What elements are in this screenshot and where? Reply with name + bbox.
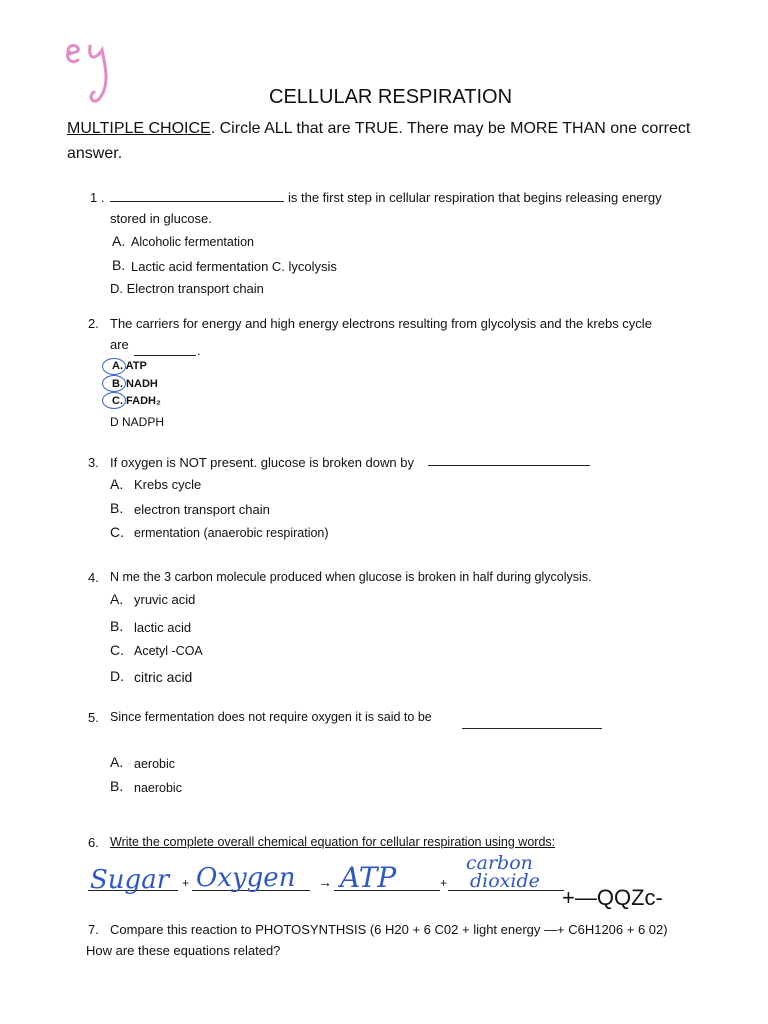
q7-text: Compare this reaction to PHOTOSYNTHSIS (6 H20 + 6 C02 + light energy —+ C6H1206 + 6 02) (110, 922, 668, 937)
q2-circle-c (102, 392, 126, 409)
q2-option-b: B. NADH (112, 378, 158, 390)
instructions-text: . Circle ALL that are TRUE. There may be MORE THAN one correct (210, 120, 691, 137)
q4-text: N me the 3 carbon molecule produced when glucose is broken in half during glycolysis. (110, 570, 592, 584)
q6-answer-oxygen: Oxygen (196, 863, 296, 893)
q6-answer-atp: ATP (340, 861, 397, 894)
q5-text: Since fermentation does not require oxygen it is said to be (110, 710, 432, 724)
q2-blank[interactable] (134, 345, 196, 356)
q3-number: 3. (88, 455, 99, 470)
q2-circle-a (102, 358, 126, 375)
q3-c-letter: C. (110, 524, 124, 540)
q6-answer-sugar: Sugar (90, 865, 170, 895)
q6-text: Write the complete overall chemical equation for cellular respiration using words: (110, 835, 556, 849)
q1-d-text: D. Electron transport chain (110, 281, 264, 296)
q3-a-text: Krebs cycle (134, 477, 202, 492)
q6-plus-1: + (182, 876, 190, 890)
q5-number: 5. (88, 710, 99, 725)
q4-c-text: Acetyl -COA (134, 644, 203, 658)
q3-blank[interactable] (428, 453, 590, 466)
q6-plus-2: + (440, 876, 448, 890)
q5-a-text: aerobic (134, 757, 175, 771)
q4-a-text: yruvic acid (134, 592, 196, 607)
q6-number: 6. (88, 835, 99, 850)
q7-number: 7. (88, 922, 99, 937)
q2-option-d: D NADPH (110, 415, 165, 429)
q2-pasted-options (110, 358, 196, 414)
q2-text2: are (110, 337, 129, 352)
q4-d-text: citric acid (134, 669, 193, 685)
q1-a-letter: A. (112, 233, 126, 249)
q1-blank[interactable] (110, 189, 284, 202)
q1-text1: is the first step in cellular respiration that begins releasing energy (288, 190, 662, 205)
q4-b-letter: B. (110, 618, 124, 634)
instructions-label: MULTIPLE CHOICE (67, 120, 211, 137)
q2-blank-end: . (197, 343, 201, 358)
q6-answer-carbon: carbon (466, 852, 533, 874)
q3-b-letter: B. (110, 500, 124, 516)
q2-option-a: A. ATP (112, 360, 147, 372)
handwritten-logo (62, 38, 126, 110)
q4-d-letter: D. (110, 668, 124, 684)
q2-option-c: C. FADH₂ (112, 395, 161, 407)
q6-arrow: → (318, 874, 332, 890)
q3-c-text: ermentation (anaerobic respiration) (134, 526, 329, 540)
q1-b-text: Lactic acid fermentation C. lycolysis (131, 259, 337, 274)
q5-blank[interactable] (462, 716, 602, 729)
page-title: CELLULAR RESPIRATION (269, 86, 513, 108)
q4-a-letter: A. (110, 591, 124, 607)
q5-b-letter: B. (110, 778, 124, 794)
q2-circle-b (102, 375, 126, 392)
q1-a-text: Alcoholic fermentation (131, 235, 254, 249)
q1-text2: stored in glucose. (110, 211, 212, 226)
instructions-line1 (67, 120, 690, 138)
q2-number: 2. (88, 316, 99, 331)
q5-b-text: naerobic (134, 781, 182, 795)
q7-line2: How are these equations related? (86, 943, 281, 958)
q3-text: If oxygen is NOT present. glucose is broken down by (110, 455, 414, 470)
q4-number: 4. (88, 570, 99, 585)
q2-text1: The carriers for energy and high energy electrons resulting from glycolysis and the krebs cycle (110, 316, 652, 331)
q3-b-text: electron transport chain (134, 502, 270, 517)
q4-b-text: lactic acid (134, 620, 192, 635)
q6-answer-dioxide: dioxide (470, 870, 540, 892)
q3-a-letter: A. (110, 476, 124, 492)
q1-number: 1 . (90, 190, 105, 205)
q5-a-letter: A. (110, 754, 124, 770)
q4-c-letter: C. (110, 642, 124, 658)
instructions-line2: answer. (67, 145, 123, 162)
q6-tail-text: +—QQZc- (562, 885, 663, 910)
q1-b-letter: B. (112, 257, 126, 273)
